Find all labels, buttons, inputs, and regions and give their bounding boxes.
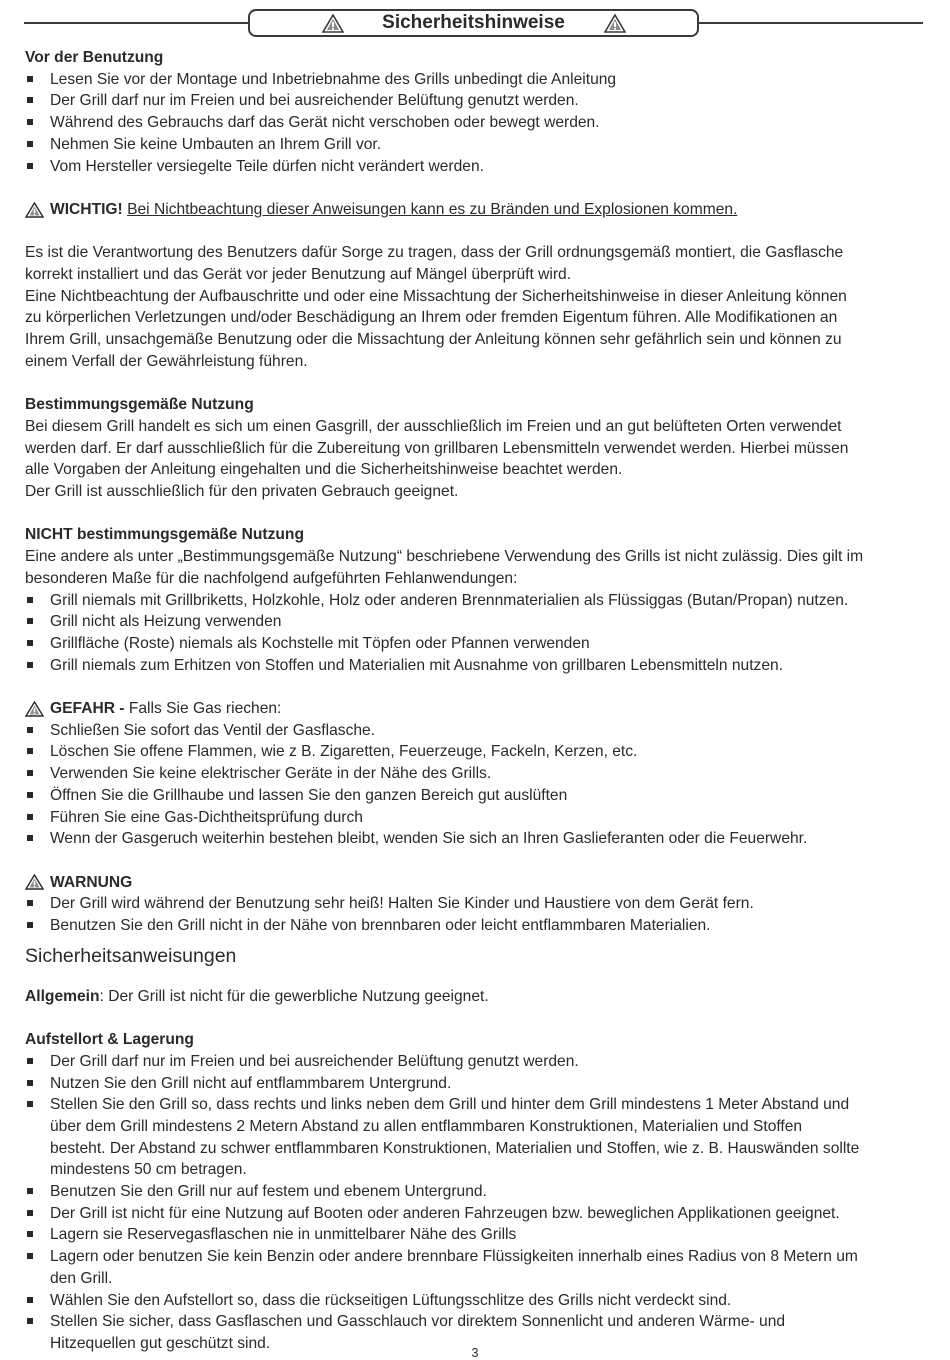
section-heading-anweisungen: Sicherheitsanweisungen — [25, 944, 237, 967]
bullet-list-nicht — [25, 590, 925, 677]
paragraph-line: Ihrem Grill, unsachgemäße Benutzung oder die Missachtung der Anleitung können sehr gefährlich sein und können zu — [25, 331, 842, 349]
bullet-list-gefahr — [25, 720, 925, 850]
wichtig-text: Bei Nichtbeachtung dieser Anweisungen kann es zu Bränden und Explosionen kommen. — [127, 200, 738, 218]
gefahr-label: GEFAHR - — [50, 700, 125, 718]
paragraph-line: besonderen Maße für die nachfolgend aufgeführten Fehlanwendungen: — [25, 569, 518, 587]
paragraph-line: zu körperlichen Verletzungen und/oder Beschädigung an Ihrem oder fremden Eigentum führen. Alle Modifikationen an — [25, 309, 838, 327]
bullet-list-warnung — [25, 893, 925, 936]
section-heading-vor: Vor der Benutzung — [25, 49, 164, 66]
paragraph-line: einem Verfall der Gewährleistung führen. — [25, 352, 308, 370]
list-item: Lesen Sie vor der Montage und Inbetriebnahme des Grills unbedingt die Anleitung — [25, 69, 925, 91]
list-item: Schließen Sie sofort das Ventil der Gasflasche. — [25, 720, 925, 742]
paragraph-line: Bei diesem Grill handelt es sich um einen Gasgrill, der ausschließlich im Freien und an gut belüfteten Orten verwendet — [25, 417, 842, 435]
paragraph-line: Es ist die Verantwortung des Benutzers dafür Sorge zu tragen, dass der Grill ordnungsgemäß montiert, die Gasflasche — [25, 244, 844, 262]
list-item: Wenn der Gasgeruch weiterhin bestehen bleibt, wenden Sie sich an Ihren Gaslieferanten oder die Feuerwehr. — [25, 828, 925, 850]
list-item: Verwenden Sie keine elektrischer Geräte in der Nähe des Grills. — [25, 763, 925, 785]
list-item: Löschen Sie offene Flammen, wie z B. Zigaretten, Feuerzeuge, Fackeln, Kerzen, etc. — [25, 741, 925, 763]
list-item: Grillfläche (Roste) niemals als Kochstelle mit Töpfen oder Pfannen verwenden — [25, 633, 925, 655]
section-heading-bestimmung: Bestimmungsgemäße Nutzung — [25, 396, 254, 414]
header-title-box — [248, 9, 699, 37]
allgemein-line — [25, 986, 925, 1008]
list-item: Der Grill darf nur im Freien und bei ausreichender Belüftung genutzt werden. — [25, 90, 925, 112]
paragraph-line: Eine Nichtbeachtung der Aufbauschritte und oder eine Missachtung der Sicherheitshinweise in dieser Anleitung können — [25, 287, 847, 305]
allgemein-label: Allgemein — [25, 987, 100, 1005]
list-item: Der Grill wird während der Benutzung sehr heiß! Halten Sie Kinder und Haustiere von dem Gerät fern. — [25, 893, 925, 915]
gefahr-notice — [25, 698, 925, 720]
warning-triangle-icon — [25, 874, 44, 890]
page-number: 3 — [471, 1346, 479, 1360]
page-header — [0, 0, 950, 50]
page-content — [25, 47, 925, 1355]
warning-triangle-icon — [322, 14, 344, 33]
warning-triangle-icon — [25, 701, 44, 717]
list-item: Nutzen Sie den Grill nicht auf entflammbarem Untergrund. — [25, 1073, 925, 1095]
section-heading-aufstellort: Aufstellort & Lagerung — [25, 1031, 194, 1049]
wichtig-notice — [25, 199, 925, 221]
warning-triangle-icon — [604, 14, 626, 33]
gefahr-text: Falls Sie Gas riechen: — [128, 700, 282, 718]
list-item: Der Grill darf nur im Freien und bei ausreichender Belüftung genutzt werden. — [25, 1051, 925, 1073]
list-item: Nehmen Sie keine Umbauten an Ihrem Grill vor. — [25, 134, 925, 156]
section-heading-nicht: NICHT bestimmungsgemäße Nutzung — [25, 526, 304, 544]
paragraph-line: alle Vorgaben der Anleitung eingehalten und die Sicherheitshinweise beachtet werden. — [25, 461, 623, 479]
warnung-notice — [25, 872, 925, 894]
warnung-label: WARNUNG — [50, 873, 133, 891]
paragraph-line: Eine andere als unter „Bestimmungsgemäße Nutzung“ beschriebene Verwendung des Grills ist nicht zulässig. Dies gilt im — [25, 548, 864, 566]
allgemein-text: : Der Grill ist nicht für die gewerbliche Nutzung geeignet. — [99, 987, 489, 1005]
bullet-list-aufstellort — [25, 1051, 925, 1355]
list-item: Während des Gebrauchs darf das Gerät nicht verschoben oder bewegt werden. — [25, 112, 925, 134]
list-item: Grill niemals zum Erhitzen von Stoffen und Materialien mit Ausnahme von grillbaren Lebensmitteln nutzen. — [25, 655, 925, 677]
wichtig-label: WICHTIG! — [50, 200, 123, 218]
list-item: Stellen Sie sicher, dass Gasflaschen und Gasschlauch vor direktem Sonnenlicht und anderen Wärme- und Hitzequellen gut geschützt sind. — [25, 1311, 925, 1354]
list-item: Grill niemals mit Grillbriketts, Holzkohle, Holz oder anderen Brennmaterialien als Flüssiggas (Butan/Propan) nutzen. — [25, 590, 925, 612]
list-item: Der Grill ist nicht für eine Nutzung auf Booten oder anderen Fahrzeugen bzw. beweglichen Applikationen geeignet. — [25, 1203, 925, 1225]
list-item: Benutzen Sie den Grill nur auf festem und ebenem Untergrund. — [25, 1181, 925, 1203]
list-item: Grill nicht als Heizung verwenden — [25, 611, 925, 633]
list-item: Lagern sie Reservegasflaschen nie in unmittelbarer Nähe des Grills — [25, 1224, 925, 1246]
list-item: Wählen Sie den Aufstellort so, dass die rückseitigen Lüftungsschlitze des Grills nicht verdeckt sind. — [25, 1290, 925, 1312]
list-item: Lagern oder benutzen Sie kein Benzin oder andere brennbare Flüssigkeiten innerhalb eines Radius von 8 Metern um den Grill. — [25, 1246, 925, 1289]
paragraph-line: Der Grill ist ausschließlich für den privaten Gebrauch geeignet. — [25, 483, 459, 501]
list-item: Führen Sie eine Gas-Dichtheitsprüfung durch — [25, 807, 925, 829]
list-item: Öffnen Sie die Grillhaube und lassen Sie den ganzen Bereich gut auslüften — [25, 785, 925, 807]
list-item: Stellen Sie den Grill so, dass rechts und links neben dem Grill und hinter dem Grill mindestens 1 Meter Abstand und über dem Grill mindestens 2 Metern Abstand zu allen entflammbaren Konstruktionen, Materialien und Stoffen besteht. Der Abstand zu schwer entflammbaren Konstruktionen, Materialien und Stoffen, wie z. B. Hauswänden sollte mindestens 50 cm betragen. — [25, 1094, 925, 1181]
header-rule-left — [24, 22, 248, 24]
header-rule-right — [699, 22, 923, 24]
list-item: Vom Hersteller versiegelte Teile dürfen nicht verändert werden. — [25, 156, 925, 178]
warning-triangle-icon — [25, 202, 44, 218]
paragraph-line: werden darf. Er darf ausschließlich für die Zubereitung von grillbaren Lebensmitteln verwendet werden. Hierbei müssen — [25, 439, 849, 457]
paragraph-line: korrekt installiert und das Gerät vor jeder Benutzung auf Mängel überprüft wird. — [25, 266, 572, 283]
page-title: Sicherheitshinweise — [382, 12, 565, 33]
bullet-list-vor — [25, 69, 925, 178]
list-item: Benutzen Sie den Grill nicht in der Nähe von brennbaren oder leicht entflammbaren Materialien. — [25, 915, 925, 937]
